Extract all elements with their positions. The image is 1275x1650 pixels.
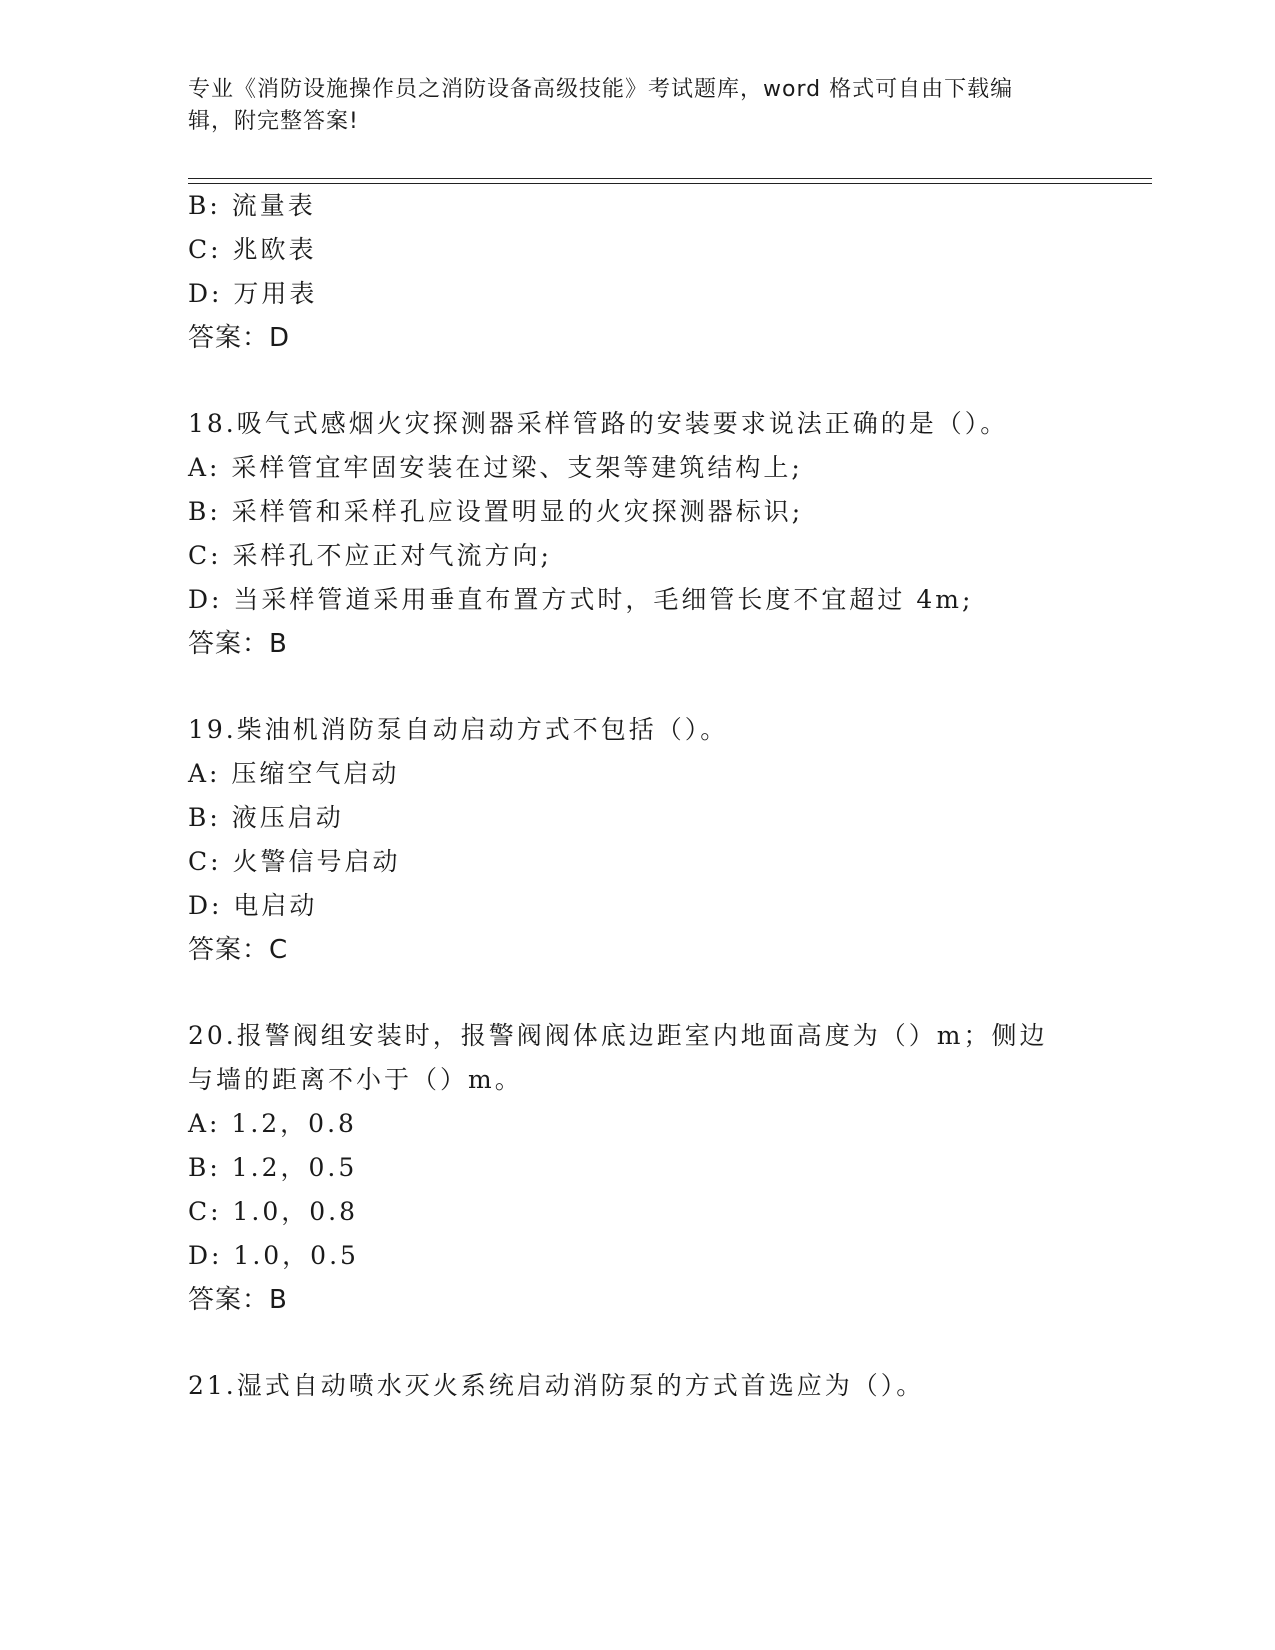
q17-option-c: C: 兆欧表 — [188, 235, 317, 264]
q19-option-d: D: 电启动 — [188, 891, 318, 920]
q20-option-c: C: 1.0，0.8 — [188, 1197, 359, 1226]
header-note — [188, 74, 1068, 138]
q19-option-c: C: 火警信号启动 — [188, 847, 401, 876]
q18-answer: 答案：B — [188, 629, 288, 659]
header-note-line-1: 专业《消防设施操作员之消防设备高级技能》考试题库，word 格式可自由下载编 — [188, 77, 1014, 102]
q17-answer: 答案：D — [188, 323, 291, 353]
q21-stem: 21.湿式自动喷水灭火系统启动消防泵的方式首选应为（）。 — [188, 1371, 925, 1400]
header-divider-bottom — [188, 183, 1152, 184]
q18-option-d: D: 当采样管道采用垂直布置方式时，毛细管长度不宜超过 4m; — [188, 585, 974, 614]
q18-stem: 18.吸气式感烟火灾探测器采样管路的安装要求说法正确的是（）。 — [188, 409, 1009, 438]
q20-stem-line-2: 与墙的距离不小于（）m。 — [188, 1065, 523, 1094]
header-divider-top — [188, 178, 1152, 179]
q17-option-b: B: 流量表 — [188, 191, 316, 220]
q17-option-d: D: 万用表 — [188, 279, 318, 308]
q18-option-c: C: 采样孔不应正对气流方向; — [188, 541, 552, 570]
q20-option-b: B: 1.2，0.5 — [188, 1153, 358, 1182]
q18-option-a: A: 采样管宜牢固安装在过梁、支架等建筑结构上; — [188, 453, 803, 482]
q19-answer: 答案：C — [188, 935, 289, 965]
q19-option-a: A: 压缩空气启动 — [188, 759, 400, 788]
q20-option-d: D: 1.0，0.5 — [188, 1241, 359, 1270]
q19-option-b: B: 液压启动 — [188, 803, 344, 832]
header-note-line-2: 辑，附完整答案! — [188, 109, 359, 134]
q20-stem-line-1: 20.报警阀组安装时，报警阀阀体底边距室内地面高度为（）m；侧边 — [188, 1021, 1048, 1050]
q19-stem: 19.柴油机消防泵自动启动方式不包括（）。 — [188, 715, 729, 744]
q20-answer: 答案：B — [188, 1285, 288, 1315]
q20-option-a: A: 1.2，0.8 — [188, 1109, 357, 1138]
q18-option-b: B: 采样管和采样孔应设置明显的火灾探测器标识; — [188, 497, 804, 526]
